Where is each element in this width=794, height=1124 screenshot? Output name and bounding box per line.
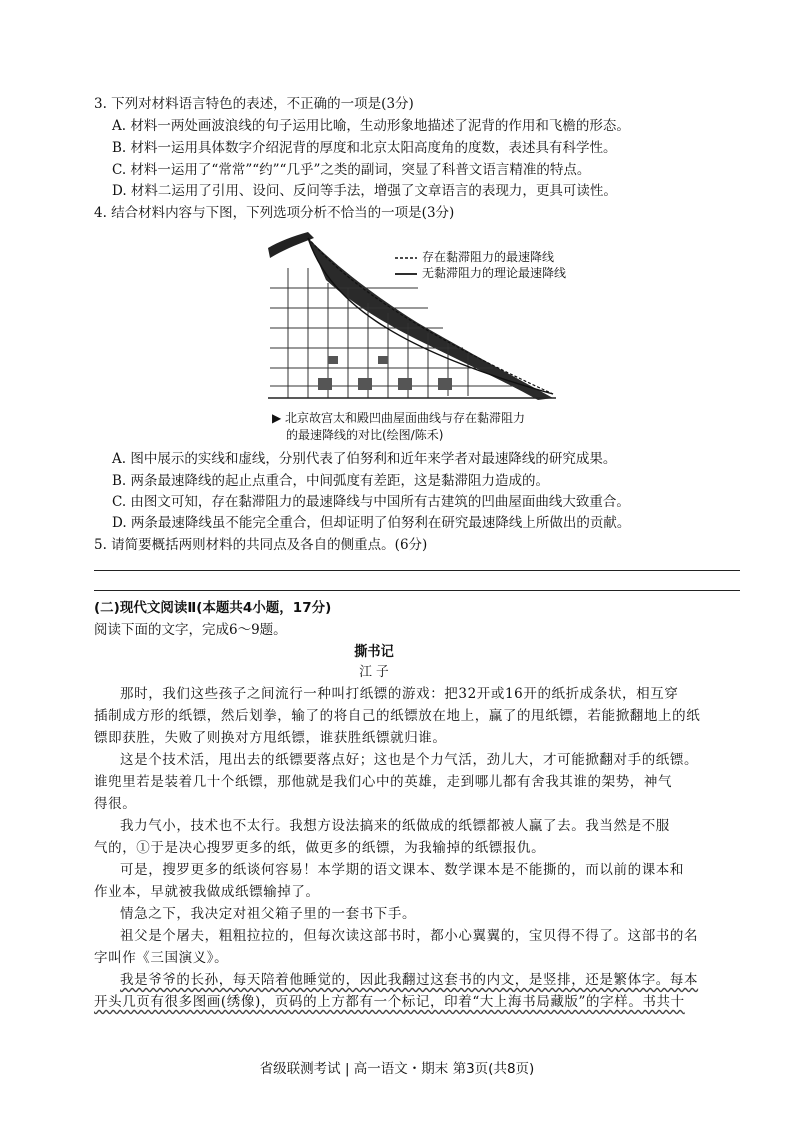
- question-3-stem: 3. 下列对材料语言特色的表述，不正确的一项是(3分): [94, 96, 414, 112]
- legend-solid-label: 无黏滞阻力的理论最速降线: [422, 266, 567, 280]
- article-line: 祖父是个屠夫，粗粗拉拉的，但每次读这部书时，都小心翼翼的，宝贝得不得了。这部书的名: [120, 928, 699, 944]
- article-line: 可是，搜罗更多的纸谈何容易！本学期的语文课本、数学课本是不能撕的，而以前的课本和: [120, 862, 684, 878]
- legend-symbols: [393, 252, 419, 282]
- article-line: 镖即获胜，失败了则换对方甩纸镖，谁获胜纸镖就归谁。: [94, 730, 447, 746]
- section-instruction: 阅读下面的文字，完成6～9题。: [94, 622, 287, 638]
- article-line: 那时，我们这些孩子之间流行一种叫打纸镖的游戏：把32开或16开的纸折成条状，相互穿: [120, 686, 679, 702]
- page-footer: 省级联测考试 | 高一语文・期末 第3页(共8页): [259, 1061, 535, 1077]
- question-4-stem: 4. 结合材料内容与下图，下列选项分析不恰当的一项是(3分): [94, 205, 455, 221]
- article-line: 得很。: [94, 796, 137, 812]
- article-line: 我力气小，技术也不太行。我想方设法搞来的纸做成的纸镖都被人赢了去。我当然是不服: [120, 818, 670, 834]
- legend-dashed-label: 存在黏滞阻力的最速降线: [422, 250, 555, 264]
- q3-option-a: A. 材料一两处画波浪线的句子运用比喻，生动形象地描述了泥背的作用和飞檐的形态。: [112, 118, 630, 134]
- figure-caption-line1: ▶ 北京故宫太和殿凹曲屋面曲线与存在黏滞阻力: [272, 411, 526, 425]
- answer-line-2: [94, 590, 740, 591]
- q3-option-d: D. 材料二运用了引用、设问、反问等手法，增强了文章语言的表现力，更具可读性。: [112, 183, 617, 199]
- q3-option-b: B. 材料一运用具体数字介绍泥背的厚度和北京太阳高度角的度数，表述具有科学性。: [112, 140, 617, 156]
- question-5-stem: 5. 请简要概括两则材料的共同点及各自的侧重点。(6分): [94, 537, 428, 553]
- answer-line-1: [94, 570, 740, 571]
- article-author: 江 子: [359, 664, 389, 680]
- article-line: 插制成方形的纸镖，然后划拳，输了的将自己的纸镖放在地上，赢了的甩纸镖，若能掀翻地上的纸: [94, 708, 701, 724]
- article-line: 作业本，早就被我做成纸镖输掉了。: [94, 884, 320, 900]
- article-line: 这是个技术活，甩出去的纸镖要落点好；这也是个力气活，劲儿大，才可能掀翻对手的纸镖。: [120, 752, 699, 768]
- q4-option-c: C. 由图文可知，存在黏滞阻力的最速降线与中国所有古建筑的凹曲屋面曲线大致重合。: [112, 494, 630, 510]
- article-line: 气的，①于是决心搜罗更多的纸，做更多的纸镖，为我输掉的纸镖报仇。: [94, 840, 546, 856]
- article-line-underlined: 开头几页有很多图画(绣像)，页码的上方都有一个标记，印着“大上海书局藏版”的字样。书共十: [94, 994, 685, 1010]
- article-line: 谁兜里若是装着几十个纸镖，那他就是我们心中的英雄，走到哪儿都有舍我其谁的架势，神气: [94, 774, 673, 790]
- section-heading: (二)现代文阅读Ⅱ(本题共4小题，17分): [94, 600, 332, 616]
- article-line: 情急之下，我决定对祖父箱子里的一套书下手。: [120, 906, 417, 922]
- q4-option-b: B. 两条最速降线的起止点重合，中间弧度有差距，这是黏滞阻力造成的。: [112, 473, 550, 489]
- q3-option-c: C. 材料一运用了“常常”“约”“几乎”之类的副词，突显了科普文语言精准的特点。: [112, 162, 591, 178]
- article-line-underlined: 我是爷爷的长孙，每天陪着他睡觉的，因此我翻过这套书的内文，是竖排，还是繁体字。每本: [120, 972, 699, 988]
- article-line: 字叫作《三国演义》。: [94, 950, 229, 966]
- article-title: 撕书记: [354, 644, 394, 660]
- q4-option-a: A. 图中展示的实线和虚线，分别代表了伯努利和近年来学者对最速降线的研究成果。: [112, 451, 617, 467]
- q4-option-d: D. 两条最速降线虽不能完全重合，但却证明了伯努利在研究最速降线上所做出的贡献。: [112, 515, 631, 531]
- figure-caption-line2: 的最速降线的对比(绘图/陈禾): [286, 428, 444, 442]
